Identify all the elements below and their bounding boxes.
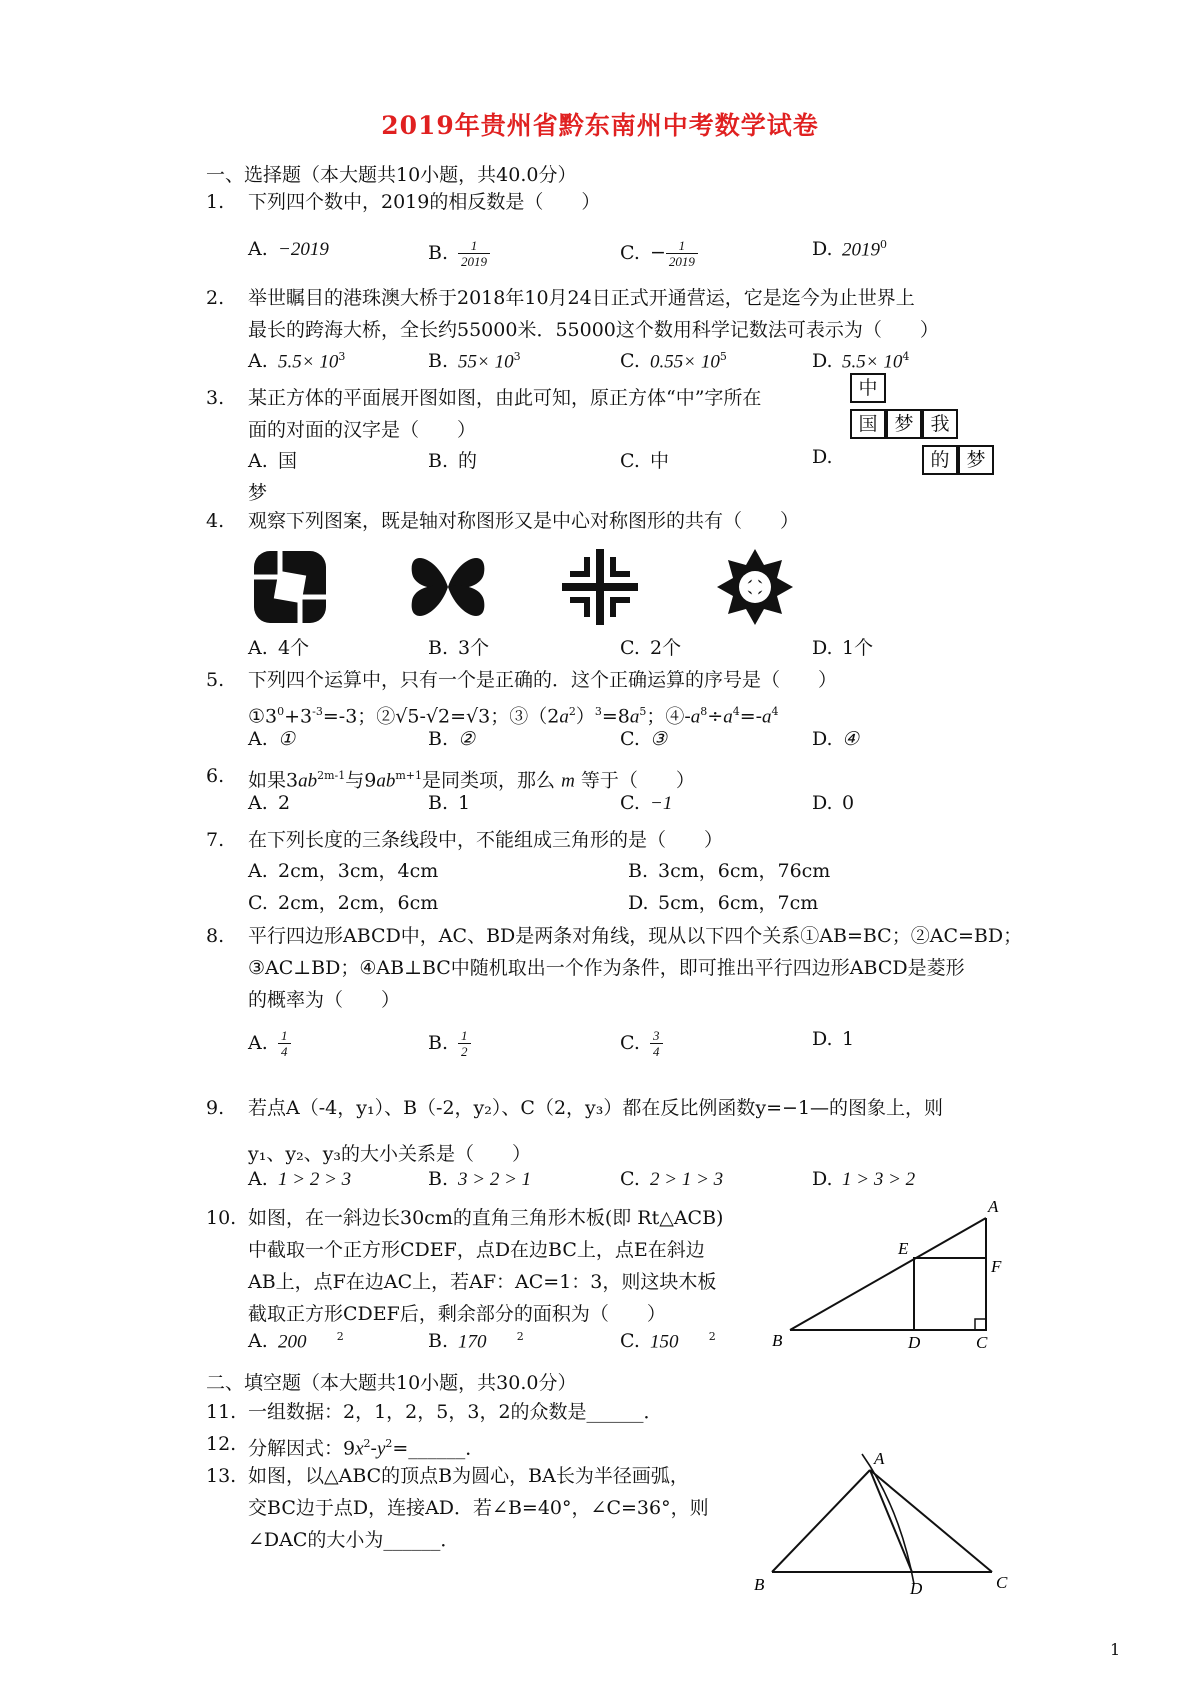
label-b: B bbox=[772, 1331, 783, 1350]
triangle-arc-figure bbox=[750, 1448, 1020, 1608]
option-a[interactable]: A. $\frac{1}{4}$ bbox=[248, 1028, 291, 1059]
figure-4 bbox=[717, 549, 793, 625]
question-text-line4: 截取正方形CDEF后，剩余部分的面积为（ ） bbox=[248, 1303, 666, 1325]
question-number: 12. bbox=[206, 1433, 237, 1455]
question-number: 4. bbox=[206, 510, 225, 532]
option-c[interactable]: C. 150 $^2$ bbox=[620, 1330, 716, 1353]
option-a[interactable]: A. 2cm，3cm，4cm bbox=[248, 860, 439, 882]
option-b[interactable]: B. 3个 bbox=[428, 637, 490, 659]
question-number: 7. bbox=[206, 829, 225, 851]
question-text-line2: 最长的跨海大桥，全长约55000米．55000这个数用科学记数法可表示为（ ） bbox=[248, 319, 939, 341]
label-a: A bbox=[988, 1197, 999, 1216]
question-text-line3: AB上，点F在边AC上，若AF：AC=1：3，则这块木板 bbox=[248, 1271, 717, 1293]
question-text: 分解因式：$9x^2-y^2=\_\_\_\_\_\_$． bbox=[248, 1437, 485, 1460]
options-q7-row2 bbox=[248, 888, 1048, 920]
question-text: 观察下列图案，既是轴对称图形又是中心对称图形的共有（ ） bbox=[248, 510, 800, 532]
question-text-line2: y₁、y₂、y₃的大小关系是（ ） bbox=[248, 1143, 532, 1165]
option-b[interactable]: B. ② bbox=[428, 728, 476, 750]
question-text: 一组数据：2，1，2，5，3，2的众数是______． bbox=[248, 1401, 663, 1423]
question-number: 13. bbox=[206, 1465, 237, 1487]
option-b[interactable]: B. 3cm，6cm，76cm bbox=[628, 860, 831, 882]
section-heading-choice: 一、选择题（本大题共10小题，共40.0分） bbox=[206, 164, 577, 186]
label-c: C bbox=[996, 1573, 1008, 1592]
page-title: 2019年贵州省黔东南州中考数学试卷 bbox=[381, 111, 819, 140]
options-q4 bbox=[248, 633, 1048, 665]
label-d: D bbox=[908, 1333, 921, 1352]
net-cell: 中 bbox=[850, 373, 886, 403]
question-number: 11. bbox=[206, 1401, 237, 1423]
figure-1 bbox=[254, 551, 326, 623]
option-a[interactable]: A. 1 > 2 > 3 bbox=[248, 1168, 352, 1190]
option-b[interactable]: B. $\frac{1}{2}$ bbox=[428, 1028, 471, 1059]
question-text: 下列四个数中，2019的相反数是（ ） bbox=[248, 191, 601, 213]
question-text-line3: ∠DAC的大小为______． bbox=[248, 1529, 460, 1551]
question-number: 6. bbox=[206, 765, 225, 787]
option-c[interactable]: C. $\frac{3}{4}$ bbox=[620, 1028, 663, 1059]
option-d[interactable]: D. 1 bbox=[812, 1028, 855, 1050]
expressions: $①3^0+3^{-3}=-3$；②√5-√2=√3；$③(2a^2)^3=8a^5$；$④-a^8\div a^4=-a^4$ bbox=[248, 705, 779, 728]
label-b: B bbox=[754, 1575, 765, 1594]
label-c: C bbox=[976, 1333, 988, 1352]
page-number: 1 bbox=[1110, 1640, 1121, 1659]
cube-net-figure bbox=[850, 373, 1000, 493]
label-f: F bbox=[991, 1257, 1002, 1276]
options-q1 bbox=[248, 238, 1048, 270]
question-text-line1: 如图，在一斜边长30cm的直角三角形木板(即 Rt△ACB) bbox=[248, 1207, 724, 1229]
question-text-line2: 面的对面的汉字是（ ） bbox=[248, 419, 477, 441]
options-q7-row1 bbox=[248, 856, 1048, 888]
option-c[interactable]: C. $0.55\times 10^5$ bbox=[620, 350, 727, 373]
question-number: 1. bbox=[206, 191, 225, 213]
option-d[interactable]: D. 0 bbox=[812, 792, 855, 814]
option-d[interactable]: D. 1个 bbox=[812, 637, 874, 659]
option-c[interactable]: C. ③ bbox=[620, 728, 668, 750]
option-b[interactable]: B. $55\times 10^3$ bbox=[428, 350, 521, 373]
option-d[interactable]: D. ④ bbox=[812, 728, 860, 750]
option-a[interactable]: A. 4个 bbox=[248, 637, 310, 659]
option-a[interactable]: A. 2 bbox=[248, 792, 291, 814]
option-b[interactable]: B. $\frac{1}{2019}$ bbox=[428, 238, 490, 269]
option-a[interactable]: A. 200 $^2$ bbox=[248, 1330, 344, 1353]
options-q5 bbox=[248, 728, 1048, 760]
option-a[interactable]: A. 国 bbox=[248, 450, 298, 472]
net-cell: 国 bbox=[850, 409, 886, 439]
option-d[interactable]: D. bbox=[812, 446, 833, 468]
option-c[interactable]: C. −1 bbox=[620, 792, 673, 814]
question-number: 3. bbox=[206, 387, 225, 409]
question-number: 10. bbox=[206, 1207, 237, 1229]
option-c[interactable]: C. 2cm，2cm，6cm bbox=[248, 892, 439, 914]
label-e: E bbox=[898, 1239, 909, 1258]
question-text-line3: 的概率为（ ） bbox=[248, 989, 401, 1011]
option-c[interactable]: C. 2个 bbox=[620, 637, 682, 659]
net-cell: 的 bbox=[922, 445, 958, 475]
net-cell: 梦 bbox=[886, 409, 922, 439]
option-b[interactable]: B. 的 bbox=[428, 450, 478, 472]
question-text-line1: 若点A（-4，y₁）、B（-2，y₂）、C（2，y₃）都在反比例函数y=−1—的图象上，则 bbox=[248, 1097, 944, 1119]
label-d: D bbox=[910, 1579, 923, 1598]
options-q6 bbox=[248, 792, 1048, 824]
question-number: 8. bbox=[206, 925, 225, 947]
question-number: 2. bbox=[206, 287, 225, 309]
options-q8 bbox=[248, 1028, 1048, 1060]
label-a: A bbox=[874, 1449, 885, 1468]
figure-3 bbox=[562, 549, 638, 625]
option-c[interactable]: C. − $\frac{1}{2019}$ bbox=[620, 238, 698, 269]
option-a[interactable]: A. −2019 bbox=[248, 238, 329, 260]
section-heading-fill: 二、填空题（本大题共10小题，共30.0分） bbox=[206, 1372, 577, 1394]
option-a[interactable]: A. $5.5\times 10^3$ bbox=[248, 350, 346, 373]
option-d[interactable]: D. $5.5\times 10^4$ bbox=[812, 350, 910, 373]
option-d[interactable]: D. 1 > 3 > 2 bbox=[812, 1168, 916, 1190]
question-number: 9. bbox=[206, 1097, 225, 1119]
option-d-text: 梦 bbox=[248, 482, 268, 504]
option-d[interactable]: D. 2019$^0$ bbox=[812, 238, 887, 261]
option-b[interactable]: B. 170 $^2$ bbox=[428, 1330, 524, 1353]
question-text-line1: 某正方体的平面展开图如图，由此可知，原正方体“中”字所在 bbox=[248, 387, 762, 409]
question-text-line1: 举世瞩目的港珠澳大桥于2018年10月24日正式开通营运，它是迄今为止世界上 bbox=[248, 287, 915, 309]
question-text-line2: 交BC边于点D，连接AD．若∠B=40°，∠C=36°，则 bbox=[248, 1497, 709, 1519]
question-text-line2: ③AC⊥BD；④AB⊥BC中随机取出一个作为条件，即可推出平行四边形ABCD是菱形 bbox=[248, 957, 965, 979]
question-text-line1: 如图，以△ABC的顶点B为圆心，BA长为半径画弧， bbox=[248, 1465, 689, 1487]
question-text: 下列四个运算中，只有一个是正确的．这个正确运算的序号是（ ） bbox=[248, 669, 838, 691]
option-c[interactable]: C. 中 bbox=[620, 450, 670, 472]
option-b[interactable]: B. 3 > 2 > 1 bbox=[428, 1168, 532, 1190]
question-number: 5. bbox=[206, 669, 225, 691]
question-text-line1: 平行四边形ABCD中，AC、BD是两条对角线，现从以下四个关系①AB=BC；②AC=BD； bbox=[248, 925, 1023, 947]
question-text-line2: 中截取一个正方形CDEF，点D在边BC上，点E在斜边 bbox=[248, 1239, 705, 1261]
option-a[interactable]: A. ① bbox=[248, 728, 296, 750]
option-c[interactable]: C. 2 > 1 > 3 bbox=[620, 1168, 724, 1190]
symmetry-figures bbox=[240, 548, 820, 630]
question-text: 如果$3ab^{2m-1}$与$9ab^{m+1}$是同类项，那么 m 等于（ ） bbox=[248, 769, 695, 792]
option-d[interactable]: D. 5cm，6cm，7cm bbox=[628, 892, 819, 914]
net-cell: 梦 bbox=[958, 445, 994, 475]
net-cell: 我 bbox=[922, 409, 958, 439]
option-b[interactable]: B. 1 bbox=[428, 792, 471, 814]
triangle-square-figure bbox=[770, 1196, 1010, 1356]
question-text: 在下列长度的三条线段中，不能组成三角形的是（ ） bbox=[248, 829, 724, 851]
figure-2 bbox=[412, 558, 485, 616]
